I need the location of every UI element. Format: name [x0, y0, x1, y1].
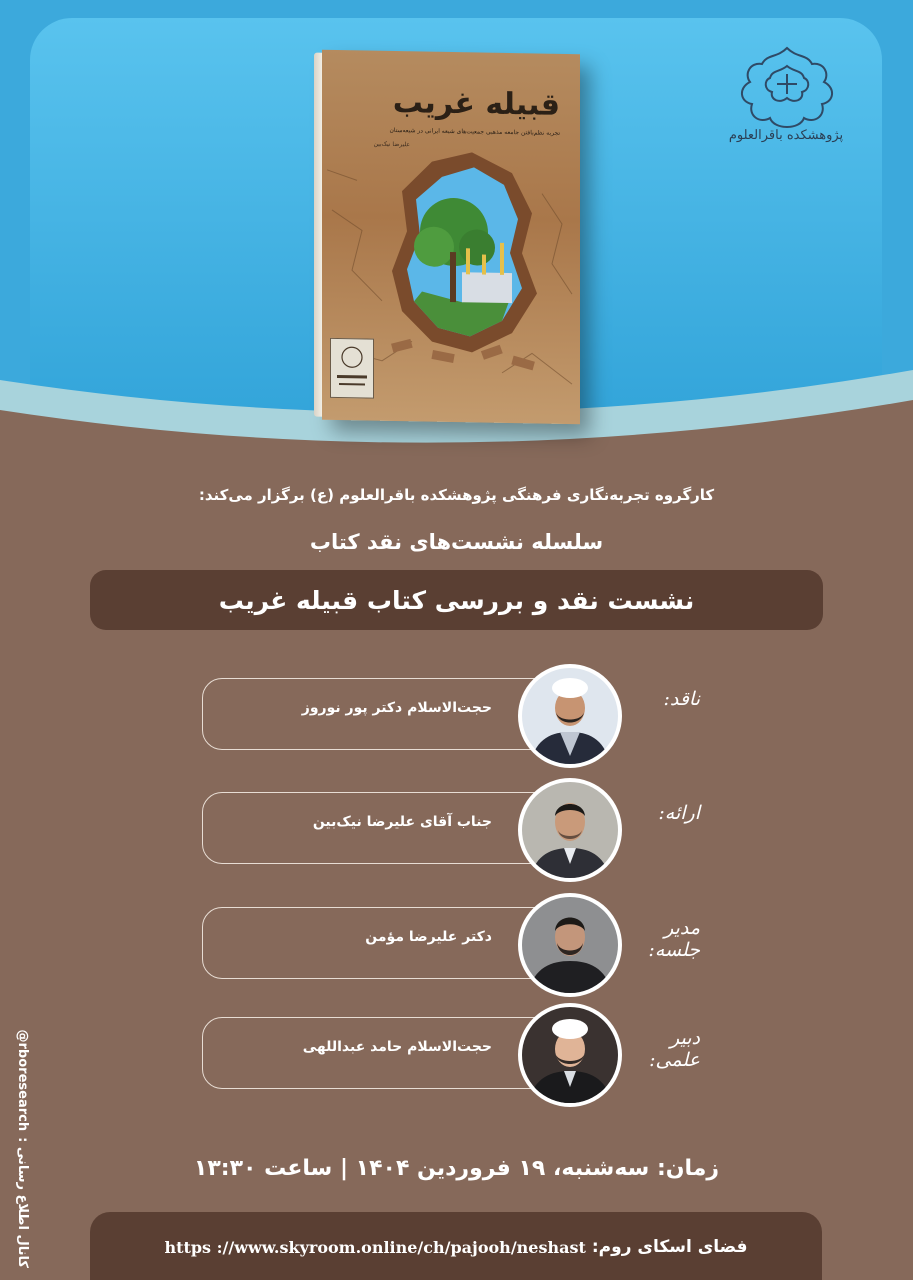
person-name: حجت‌الاسلام دکتر پور نوروز: [301, 700, 492, 716]
man-avatar-icon: [522, 782, 618, 878]
person-name: جناب آقای علیرضا نیک‌بین: [312, 814, 492, 830]
main-title-banner: [90, 570, 823, 630]
event-time: زمان: سه‌شنبه، ۱۹ فروردین ۱۴۰۴ | ساعت ۱۳:۳۰: [193, 1156, 720, 1181]
person-row-moderator: [0, 893, 913, 997]
main-title: نشست نقد و بررسی کتاب قبیله غریب: [218, 585, 695, 615]
skyroom-label: فضای اسکای روم:: [591, 1237, 748, 1257]
avatar: [518, 664, 622, 768]
logo-text: پژوهشکده باقرالعلوم: [728, 128, 844, 143]
avatar: [518, 778, 622, 882]
book-cover: [322, 50, 580, 425]
side-channel-label: کانال اطلاع رسانی :: [15, 1137, 30, 1268]
avatar: [518, 893, 622, 997]
skyroom-link[interactable]: https ://www.skyroom.online/ch/pajooh/neshast: [164, 1237, 586, 1257]
man-avatar-icon: [522, 897, 618, 993]
side-channel-text: [8, 968, 30, 1268]
person-row-presenter: [0, 778, 913, 882]
book-cover-image: [322, 50, 580, 425]
person-row-secretary: [0, 1003, 913, 1107]
cleric-avatar-icon: [522, 668, 618, 764]
role-label: مدیر جلسه:: [648, 917, 700, 961]
cleric-avatar-icon: [522, 1007, 618, 1103]
role-label: ارائه:: [658, 802, 700, 824]
book-author: علیرضا نیک‌بین: [373, 140, 410, 149]
header-area: [0, 0, 913, 470]
person-name: دکتر علیرضا مؤمن: [365, 929, 492, 945]
series-title: سلسله نشست‌های نقد کتاب: [309, 530, 604, 554]
avatar: [518, 1003, 622, 1107]
skyroom-box: [90, 1212, 822, 1280]
person-name: حجت‌الاسلام حامد عبداللهی: [302, 1039, 492, 1055]
book-title: قبیله غریب: [392, 84, 560, 123]
side-channel-handle[interactable]: @rboresearch: [15, 1029, 30, 1132]
publisher-logo-box: [330, 338, 374, 399]
role-label: ناقد:: [663, 688, 700, 710]
role-label: دبیر علمی:: [649, 1027, 700, 1071]
book-subtitle: تجربه نظم‌یافتن جامعه مذهبی جمعیت‌های شیعه ایرانی در شیعه‌ستان: [389, 126, 560, 137]
intro-text: کارگروه تجربه‌نگاری فرهنگی پژوهشکده باقرالعلوم (ع) برگزار می‌کند:: [198, 486, 715, 504]
research-institute-logo-icon: [722, 40, 852, 170]
person-row-critic: [0, 664, 913, 768]
wall-hole-illustration: [362, 150, 562, 373]
